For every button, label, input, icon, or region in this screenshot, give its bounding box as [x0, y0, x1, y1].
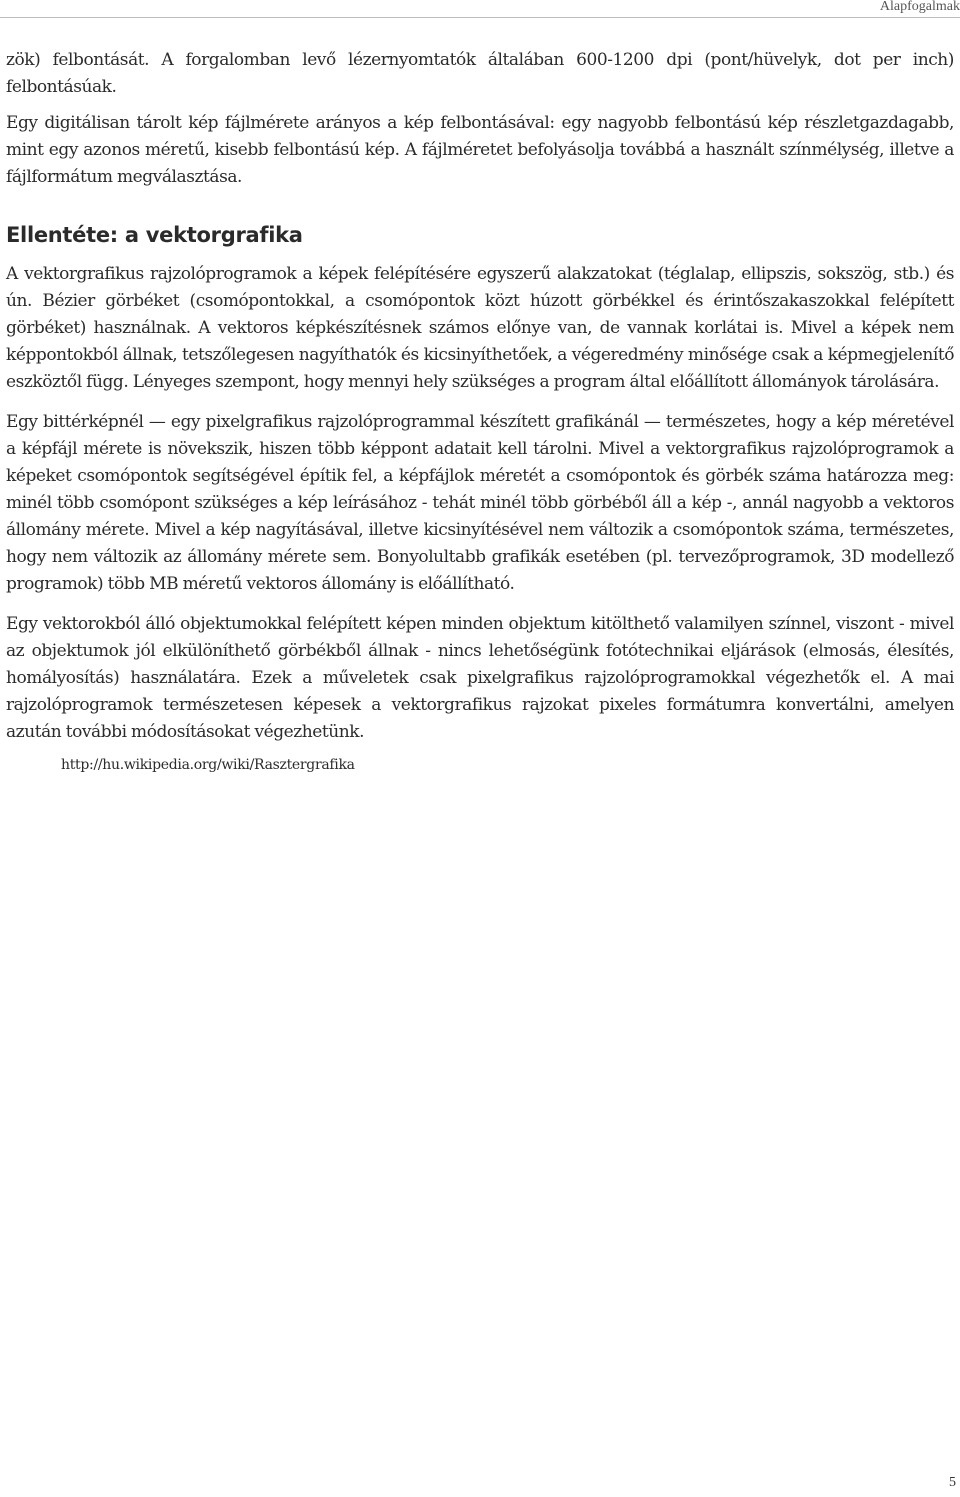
- paragraph-vector-intro: A vektorgrafikus rajzolóprogramok a képek felépítésére egyszerű alakzatokat (téglalap, ellipszis, sokszög, stb.) és ún. Bézier görbéket (csomópontokkal, a csomópontok közt húzott görbékkel és érintőszakaszokkal felépített görbéket) használnak. A vektoros képkészítésnek számos előnye van, de vannak korlátai is. Mivel a képek nem képpontokból állnak, tetszőlegesen nagyíthatók és kicsinyíthetőek, a végeredmény minősége csak a képmegjelenítő eszköztől függ. Lényeges szempont, hogy mennyi hely szükséges a program által előállított állományok tárolására.: [6, 264, 954, 392]
- paragraph-file-size: Egy digitálisan tárolt kép fájlmérete arányos a kép felbontásával: egy nagyobb felbontású kép részletgazdagabb, mint egy azonos méretű, kisebb felbontású kép. A fájlméretet befolyásolja továbbá a használt színmélység, illetve a fájlformátum megválasztása.: [6, 113, 954, 187]
- header-divider: [0, 17, 960, 18]
- page-content: [6, 47, 954, 776]
- section-heading: Ellentéte: a vektorgrafika: [6, 223, 303, 247]
- source-link[interactable]: http://hu.wikipedia.org/wiki/Rasztergrafika: [61, 757, 355, 773]
- paragraph-bitmap-vs-vector: Egy bittérképnél — egy pixelgrafikus rajzolóprogrammal készített grafikánál — természetes, hogy a kép méretével a képfájl mérete is növekszik, hiszen több képpont adatait kell tárolni. Mivel a vektorgrafikus rajzolóprogramok a képeket csomópontok segítségével építik fel, a képfájlok méretét a csomópontok és görbék száma határozza meg: minél több csomópont szükséges a kép leírásához - tehát minél több görbéből áll a kép -, annál nagyobb a vektoros állomány mérete. Mivel a kép nagyításával, illetve kicsinyítésével nem változik a csomópontok száma, természetes, hogy nem változik az állomány mérete sem. Bonyolultabb grafikák esetében (pl. tervezőprogramok, 3D modellező programok) több MB méretű vektoros állomány is előállítható.: [6, 412, 954, 594]
- paragraph-printer-resolution: zök) felbontását. A forgalomban levő lézernyomtatók általában 600-1200 dpi (pont/hüvelyk, dot per inch) felbontásúak.: [6, 50, 954, 97]
- paragraph-vector-limitations: Egy vektorokból álló objektumokkal felépített képen minden objektum kitölthető valamilyen színnel, viszont - mivel az objektumok jól elkülöníthető görbékből állnak - nincs lehetőségünk fotótechnikai eljárások (elmosás, élesítés, homályosítás) használatára. Ezek a műveletek csak pixelgrafikus rajzolóprogramokkal végezhetők el. A mai rajzolóprogramok természetesen képesek a vektorgrafikus rajzokat pixeles formátumra konvertálni, amelyen azután további módosításokat végezhetünk.: [6, 614, 954, 742]
- running-header: Alapfogalmak: [879, 0, 960, 14]
- page-number: 5: [949, 1475, 956, 1490]
